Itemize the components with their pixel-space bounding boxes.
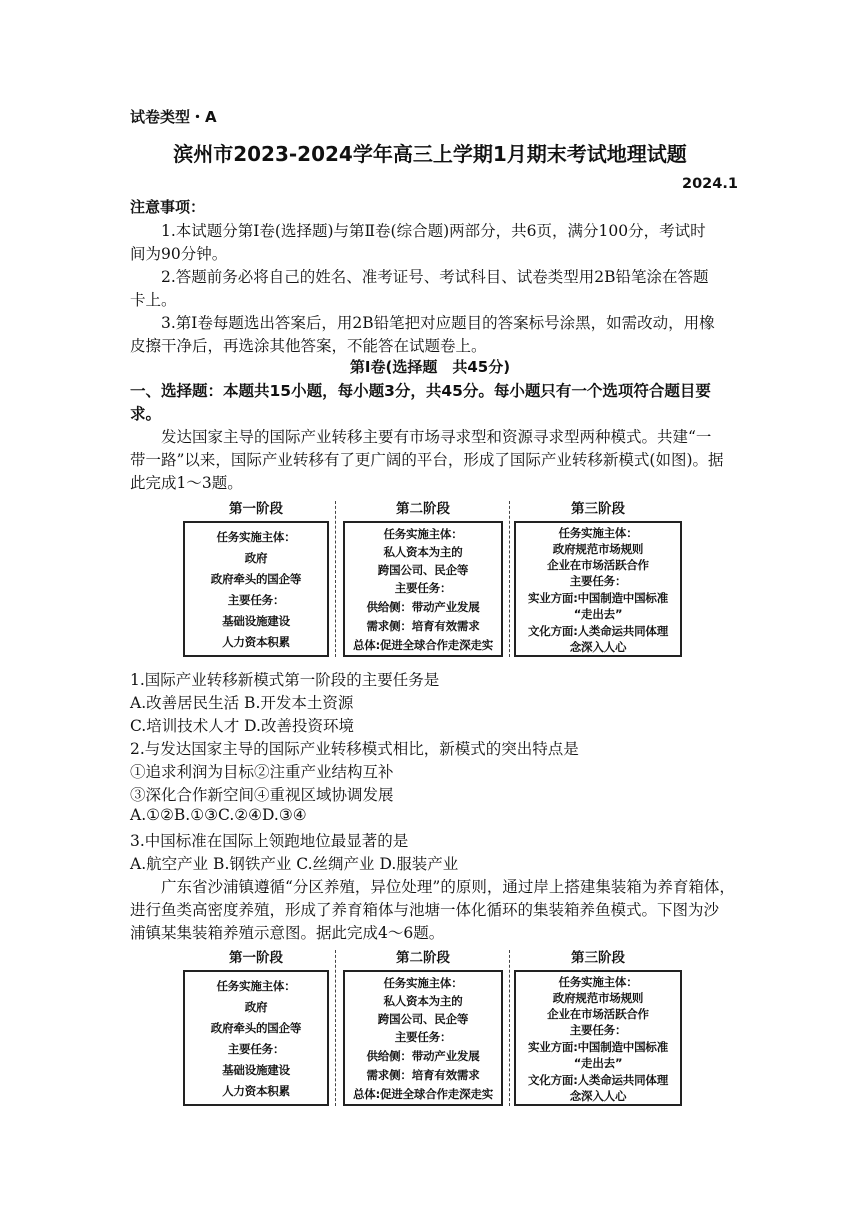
stage-2-line: 供给侧：带动产业发展 xyxy=(366,600,480,614)
stage-divider xyxy=(335,501,336,657)
stage-3-line: 政府规范市场规则 xyxy=(552,542,644,556)
part-1-instructions-cont: 求。 xyxy=(130,405,162,423)
page-title: 滨州市2023-2024学年高三上学期1月期末考试地理试题 xyxy=(173,142,687,166)
stage-3-line: “走出去” xyxy=(573,607,623,621)
part-1-instructions: 一、选择题：本题共15小题，每小题3分，共45分。每小题只有一个选项符合题目要 xyxy=(130,382,711,400)
stage-3-line: 企业在市场活跃合作 xyxy=(547,1007,649,1021)
stage-1-line: 基础设施建设 xyxy=(222,1063,290,1077)
stage-2-line: 供给侧：带动产业发展 xyxy=(366,1049,480,1063)
stage-1-line: 政府 xyxy=(244,551,268,565)
notice-item-3: 3.第Ⅰ卷每题选出答案后，用2B铅笔把对应题目的答案标号涂黑，如需改动，用橡 xyxy=(161,314,715,332)
stage-2-line: 私人资本为主的 xyxy=(383,994,463,1008)
notice-item-2-cont: 卡上。 xyxy=(130,291,177,309)
stage-2-panel xyxy=(343,946,503,1106)
stage-2-line: 私人资本为主的 xyxy=(383,545,463,559)
container-farming-figure xyxy=(177,946,685,1108)
passage-2-line-1: 广东省沙浦镇遵循“分区养殖，异位处理”的原则，通过岸上搭建集装箱为养育箱体， xyxy=(161,878,735,896)
stage-3-line: 念深入人心 xyxy=(569,1089,627,1103)
stage-3-line: 主要任务： xyxy=(569,1023,627,1037)
question-3-options: A.航空产业 B.钢铁产业 C.丝绸产业 D.服装产业 xyxy=(130,855,459,873)
stage-divider xyxy=(335,950,336,1106)
notice-heading: 注意事项： xyxy=(130,198,206,216)
stage-3-heading: 第三阶段 xyxy=(571,501,625,517)
stage-3-line: 实业方面:中国制造中国标准 xyxy=(528,1040,668,1054)
stage-2-line: 任务实施主体： xyxy=(383,527,463,541)
notice-item-2: 2.答题前务必将自己的姓名、准考证号、考试科目、试卷类型用2B铅笔涂在答题 xyxy=(161,268,709,286)
question-3-stem: 3.中国标准在国际上领跑地位最显著的是 xyxy=(130,832,409,850)
passage-2-line-2: 进行鱼类高密度养殖，形成了养育箱体与池塘一体化循环的集装箱养鱼模式。下图为沙 xyxy=(130,901,720,919)
stage-1-line: 政府牵头的国企等 xyxy=(210,572,302,586)
stage-2-box xyxy=(343,521,503,657)
stage-2-line: 任务实施主体： xyxy=(383,976,463,990)
stage-2-line: 总体:促进全球合作走深走实 xyxy=(353,1087,493,1101)
stage-3-line: 政府规范市场规则 xyxy=(552,991,644,1005)
notice-item-3-cont: 皮擦干净后，再选涂其他答案，不能答在试题卷上。 xyxy=(130,337,487,355)
stage-3-panel xyxy=(514,946,682,1106)
stage-2-line: 需求侧：培育有效需求 xyxy=(366,1068,480,1082)
question-2-options: A.①②B.①③C.②④D.③④ xyxy=(130,806,307,824)
paper-type: 试卷类型・A xyxy=(130,108,217,126)
stage-3-line: 实业方面:中国制造中国标准 xyxy=(528,591,668,605)
question-2-items-34: ③深化合作新空间④重视区域协调发展 xyxy=(130,786,394,804)
passage-2-line-3: 浦镇某集装箱养殖示意图。据此完成4～6题。 xyxy=(130,924,445,942)
stage-1-line: 任务实施主体： xyxy=(216,530,296,544)
question-1-options-ab: A.改善居民生活 B.开发本土资源 xyxy=(130,694,354,712)
stage-1-line: 主要任务： xyxy=(227,593,285,607)
stage-2-line: 主要任务： xyxy=(394,1030,452,1044)
stage-3-heading: 第三阶段 xyxy=(571,950,625,966)
industry-transfer-figure xyxy=(177,497,685,659)
stage-3-line: 主要任务： xyxy=(569,574,627,588)
stage-2-heading: 第二阶段 xyxy=(396,501,450,517)
stage-2-box xyxy=(343,970,503,1106)
stage-1-line: 基础设施建设 xyxy=(222,614,290,628)
stage-3-line: 任务实施主体： xyxy=(558,526,638,540)
stage-1-box xyxy=(183,521,329,657)
question-1-options-cd: C.培训技术人才 D.改善投资环境 xyxy=(130,717,354,735)
stage-1-panel xyxy=(183,946,329,1106)
question-1-stem: 1.国际产业转移新模式第一阶段的主要任务是 xyxy=(130,671,440,689)
stage-1-line: 主要任务： xyxy=(227,1042,285,1056)
stage-1-line: 人力资本积累 xyxy=(222,1084,290,1098)
stage-2-line: 需求侧：培育有效需求 xyxy=(366,619,480,633)
stage-3-line: 文化方面:人类命运共同体理 xyxy=(528,624,668,638)
stage-3-box xyxy=(514,970,682,1106)
question-2-items-12: ①追求利润为目标②注重产业结构互补 xyxy=(130,763,394,781)
exam-date: 2024.1 xyxy=(682,176,738,192)
stage-1-line: 政府 xyxy=(244,1000,268,1014)
passage-1-line-1: 发达国家主导的国际产业转移主要有市场寻求型和资源寻求型两种模式。共建“一 xyxy=(161,428,712,446)
stage-1-line: 政府牵头的国企等 xyxy=(210,1021,302,1035)
question-2-stem: 2.与发达国家主导的国际产业转移模式相比，新模式的突出特点是 xyxy=(130,740,579,758)
stage-1-panel xyxy=(183,497,329,657)
stage-1-line: 人力资本积累 xyxy=(222,635,290,649)
notice-item-1: 1.本试题分第Ⅰ卷(选择题)与第Ⅱ卷(综合题)两部分，共6页，满分100分，考试时 xyxy=(161,222,706,240)
stage-2-panel xyxy=(343,497,503,657)
stage-2-line: 跨国公司、民企等 xyxy=(377,563,469,577)
stage-3-panel xyxy=(514,497,682,657)
section-1-heading: 第Ⅰ卷(选择题 共45分) xyxy=(349,358,511,376)
stage-2-line: 跨国公司、民企等 xyxy=(377,1012,469,1026)
stage-divider xyxy=(509,501,510,657)
stage-3-line: 文化方面:人类命运共同体理 xyxy=(528,1073,668,1087)
stage-3-line: 任务实施主体： xyxy=(558,975,638,989)
stage-3-box xyxy=(514,521,682,657)
stage-1-line: 任务实施主体： xyxy=(216,979,296,993)
stage-1-heading: 第一阶段 xyxy=(229,501,283,517)
stage-3-line: 企业在市场活跃合作 xyxy=(547,558,649,572)
stage-divider xyxy=(509,950,510,1106)
passage-1-line-2: 带一路”以来，国际产业转移有了更广阔的平台，形成了国际产业转移新模式(如图)。据 xyxy=(130,451,724,469)
notice-item-1-cont: 间为90分钟。 xyxy=(130,245,228,263)
stage-2-line: 主要任务： xyxy=(394,581,452,595)
stage-3-line: “走出去” xyxy=(573,1056,623,1070)
stage-1-heading: 第一阶段 xyxy=(229,950,283,966)
stage-2-line: 总体:促进全球合作走深走实 xyxy=(353,638,493,652)
stage-1-box xyxy=(183,970,329,1106)
stage-3-line: 念深入人心 xyxy=(569,640,627,654)
passage-1-line-3: 此完成1～3题。 xyxy=(130,474,243,492)
stage-2-heading: 第二阶段 xyxy=(396,950,450,966)
